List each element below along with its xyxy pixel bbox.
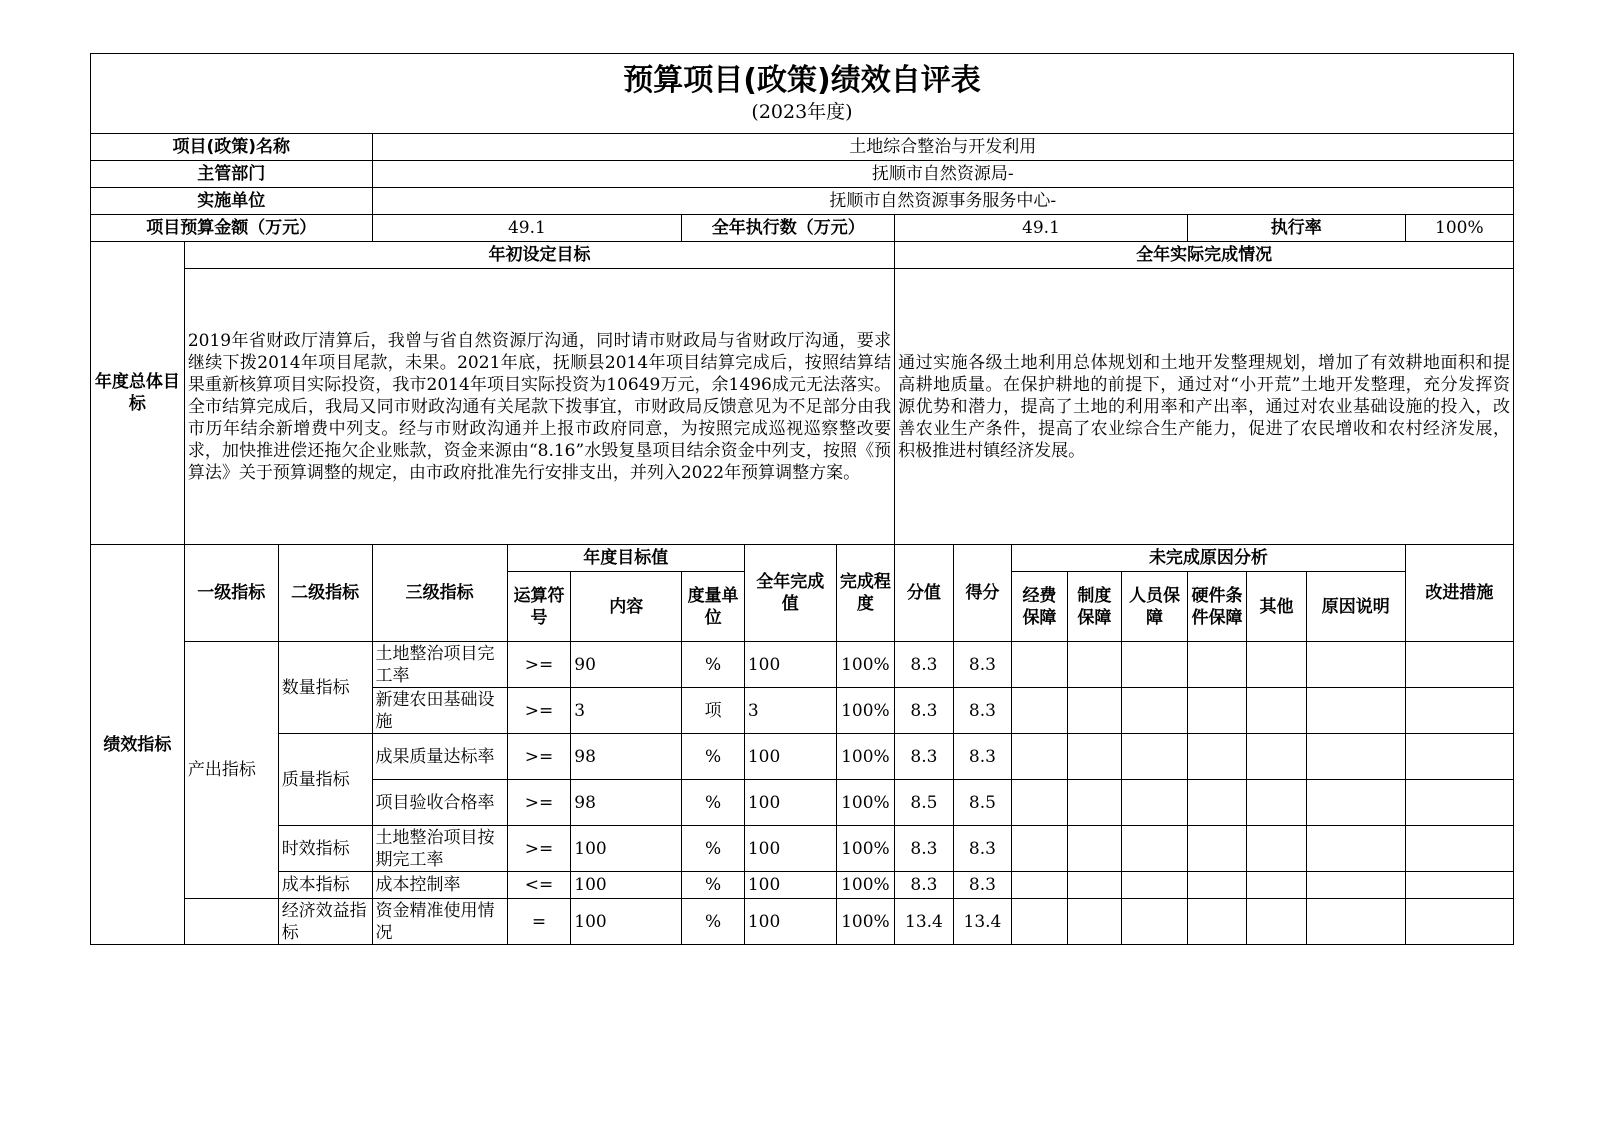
empty-cell [1067, 826, 1121, 872]
completion-cell: 100% [836, 872, 895, 899]
score-cell: 8.3 [953, 688, 1012, 734]
empty-cell [1405, 642, 1513, 688]
goals-content-row [91, 269, 1514, 545]
level1-header: 一级指标 [184, 545, 278, 642]
content-cell: 98 [571, 780, 682, 826]
empty-cell [1405, 780, 1513, 826]
score-header: 得分 [953, 545, 1012, 642]
unit-cell: % [682, 872, 745, 899]
output-indicator-label: 产出指标 [184, 642, 278, 899]
actual-cell: 100 [744, 899, 836, 945]
empty-cell [1187, 780, 1247, 826]
empty-cell [1012, 780, 1067, 826]
completion-cell: 100% [836, 899, 895, 945]
actual-cell: 100 [744, 642, 836, 688]
empty-cell [1012, 734, 1067, 780]
score-cell: 8.3 [953, 826, 1012, 872]
perf-indicators-label: 绩效指标 [91, 545, 185, 945]
operator-cell: >= [507, 826, 571, 872]
actual-header: 全年完成值 [744, 545, 836, 642]
completion-cell: 100% [836, 642, 895, 688]
quality-indicator-label: 质量指标 [278, 734, 372, 826]
unit-cell: % [682, 780, 745, 826]
empty-cell [1067, 872, 1121, 899]
empty-cell [1306, 826, 1405, 872]
empty-cell [1122, 780, 1188, 826]
completion-cell: 100% [836, 688, 895, 734]
empty-cell [1187, 872, 1247, 899]
completion-cell: 100% [836, 826, 895, 872]
table-row [91, 642, 1514, 688]
score-value-header: 分值 [895, 545, 954, 642]
content-cell: 100 [571, 872, 682, 899]
unit-cell: % [682, 899, 745, 945]
empty-cell [1122, 872, 1188, 899]
empty-cell [1247, 872, 1307, 899]
operator-header: 运算符号 [507, 572, 571, 642]
title-cell [91, 54, 1514, 134]
actual-cell: 100 [744, 734, 836, 780]
department-value: 抚顺市自然资源局- [372, 161, 1513, 188]
operator-cell: = [507, 899, 571, 945]
initial-goals-text: 2019年省财政厅清算后，我曾与省自然资源厅沟通，同时请市财政局与省财政厅沟通，要求继续下拨2014年项目尾款，未果。2021年底，抚顺县2014年项目结算完成后，按照结算结果重新核算项目实际投资，我市2014年项目实际投资为10649万元，余1496成元无法落实。全市结算完成后，我局又同市财政沟通有关尾款下拨事宜，市财政局反馈意见为不足部分由我市历年结余新增费中列支。经与市财政沟通并上报市政府同意，为按照完成巡视巡察整改要求，加快推进偿还拖欠企业账款，资金来源由“8.16”水毁复垦项目结余资金中列支，按照《预算法》关于预算调整的规定，由市政府批准先行安排支出，并列入2022年预算调整方案。 [184, 269, 894, 545]
empty-cell [1187, 734, 1247, 780]
empty-cell [1405, 826, 1513, 872]
operator-cell: >= [507, 642, 571, 688]
reason-note-header: 原因说明 [1306, 572, 1405, 642]
reason-fund-header: 经费保障 [1012, 572, 1067, 642]
empty-cell [1067, 642, 1121, 688]
empty-cell [1067, 734, 1121, 780]
page-title: 预算项目(政策)绩效自评表 [623, 62, 981, 98]
score-cell: 8.3 [953, 872, 1012, 899]
completion-cell: 100% [836, 780, 895, 826]
empty-cell [1067, 688, 1121, 734]
empty-cell [1405, 734, 1513, 780]
indicator-name: 项目验收合格率 [372, 780, 507, 826]
score-value-cell: 8.3 [895, 826, 954, 872]
budget-label: 项目预算金额（万元） [91, 215, 373, 242]
empty-cell [1306, 780, 1405, 826]
indicator-name: 成果质量达标率 [372, 734, 507, 780]
completion-header: 完成程度 [836, 545, 895, 642]
empty-cell [1306, 872, 1405, 899]
empty-cell [1247, 688, 1307, 734]
empty-cell [1067, 899, 1121, 945]
empty-cell [1247, 826, 1307, 872]
empty-cell [1247, 642, 1307, 688]
score-cell: 8.3 [953, 734, 1012, 780]
execution-value: 49.1 [895, 215, 1188, 242]
actual-cell: 3 [744, 688, 836, 734]
initial-goals-header: 年初设定目标 [184, 242, 894, 269]
empty-cell [1306, 688, 1405, 734]
info-row-budget [91, 215, 1514, 242]
execution-rate-value: 100% [1405, 215, 1513, 242]
indicator-name: 新建农田基础设施 [372, 688, 507, 734]
implementing-unit-label: 实施单位 [91, 188, 373, 215]
level3-header: 三级指标 [372, 545, 507, 642]
actual-completion-header: 全年实际完成情况 [895, 242, 1514, 269]
reason-group-header: 未完成原因分析 [1012, 545, 1405, 572]
empty-cell [1122, 826, 1188, 872]
page-subtitle: (2023年度) [751, 100, 853, 123]
perf-header-row-1 [91, 545, 1514, 572]
improvement-header: 改进措施 [1405, 545, 1513, 642]
score-value-cell: 8.5 [895, 780, 954, 826]
content-cell: 98 [571, 734, 682, 780]
score-cell: 13.4 [953, 899, 1012, 945]
evaluation-sheet [90, 53, 1514, 945]
empty-cell [1012, 642, 1067, 688]
score-value-cell: 8.3 [895, 688, 954, 734]
empty-cell [1247, 899, 1307, 945]
empty-cell [1187, 688, 1247, 734]
quantity-indicator-label: 数量指标 [278, 642, 372, 734]
implementing-unit-value: 抚顺市自然资源事务服务中心- [372, 188, 1513, 215]
project-name-value: 土地综合整治与开发利用 [372, 134, 1513, 161]
empty-cell [1122, 642, 1188, 688]
table-row [91, 899, 1514, 945]
operator-cell: >= [507, 688, 571, 734]
unit-cell: % [682, 826, 745, 872]
score-value-cell: 8.3 [895, 872, 954, 899]
reason-staff-header: 人员保障 [1122, 572, 1188, 642]
score-value-cell: 13.4 [895, 899, 954, 945]
score-value-cell: 8.3 [895, 642, 954, 688]
level2-header: 二级指标 [278, 545, 372, 642]
cost-indicator-label: 成本指标 [278, 872, 372, 899]
economic-indicator-label: 经济效益指标 [278, 899, 372, 945]
actual-cell: 100 [744, 872, 836, 899]
department-label: 主管部门 [91, 161, 373, 188]
empty-cell [1122, 899, 1188, 945]
actual-completion-text: 通过实施各级土地利用总体规划和土地开发整理规划，增加了有效耕地面积和提高耕地质量。在保护耕地的前提下，通过对“小开荒”土地开发整理，充分发挥资源优势和潜力，提高了土地的利用率和产出率，通过对农业基础设施的投入，改善农业生产条件，提高了农业综合生产能力，促进了农民增收和农村经济发展，积极推进村镇经济发展。 [895, 269, 1514, 545]
empty-cell [1247, 734, 1307, 780]
empty-cell [1012, 872, 1067, 899]
execution-label: 全年执行数（万元） [682, 215, 895, 242]
table-row [91, 734, 1514, 780]
empty-cell [184, 899, 278, 945]
empty-cell [1012, 826, 1067, 872]
score-value-cell: 8.3 [895, 734, 954, 780]
empty-cell [1306, 642, 1405, 688]
evaluation-table [90, 53, 1514, 945]
empty-cell [1012, 688, 1067, 734]
empty-cell [1306, 734, 1405, 780]
reason-system-header: 制度保障 [1067, 572, 1121, 642]
indicator-name: 成本控制率 [372, 872, 507, 899]
operator-cell: <= [507, 872, 571, 899]
empty-cell [1122, 688, 1188, 734]
unit-cell: 项 [682, 688, 745, 734]
unit-header: 度量单位 [682, 572, 745, 642]
content-cell: 90 [571, 642, 682, 688]
table-row [91, 872, 1514, 899]
title-row [91, 54, 1514, 134]
budget-value: 49.1 [372, 215, 682, 242]
empty-cell [1306, 899, 1405, 945]
empty-cell [1012, 899, 1067, 945]
execution-rate-label: 执行率 [1187, 215, 1405, 242]
content-header: 内容 [571, 572, 682, 642]
timeliness-indicator-label: 时效指标 [278, 826, 372, 872]
content-cell: 100 [571, 899, 682, 945]
goals-header-row [91, 242, 1514, 269]
empty-cell [1405, 899, 1513, 945]
empty-cell [1405, 872, 1513, 899]
annual-goals-label: 年度总体目标 [91, 242, 185, 545]
actual-cell: 100 [744, 780, 836, 826]
actual-cell: 100 [744, 826, 836, 872]
operator-cell: >= [507, 780, 571, 826]
indicator-name: 土地整治项目完工率 [372, 642, 507, 688]
operator-cell: >= [507, 734, 571, 780]
content-cell: 3 [571, 688, 682, 734]
unit-cell: % [682, 642, 745, 688]
info-row-dept [91, 161, 1514, 188]
empty-cell [1247, 780, 1307, 826]
info-row-unit [91, 188, 1514, 215]
reason-hardware-header: 硬件条件保障 [1187, 572, 1247, 642]
info-row-name [91, 134, 1514, 161]
score-cell: 8.5 [953, 780, 1012, 826]
empty-cell [1067, 780, 1121, 826]
reason-other-header: 其他 [1247, 572, 1307, 642]
score-cell: 8.3 [953, 642, 1012, 688]
unit-cell: % [682, 734, 745, 780]
empty-cell [1405, 688, 1513, 734]
indicator-name: 土地整治项目按期完工率 [372, 826, 507, 872]
empty-cell [1187, 826, 1247, 872]
indicator-name: 资金精准使用情况 [372, 899, 507, 945]
empty-cell [1122, 734, 1188, 780]
content-cell: 100 [571, 826, 682, 872]
completion-cell: 100% [836, 734, 895, 780]
project-name-label: 项目(政策)名称 [91, 134, 373, 161]
table-row [91, 826, 1514, 872]
empty-cell [1187, 642, 1247, 688]
empty-cell [1187, 899, 1247, 945]
target-group-header: 年度目标值 [507, 545, 744, 572]
